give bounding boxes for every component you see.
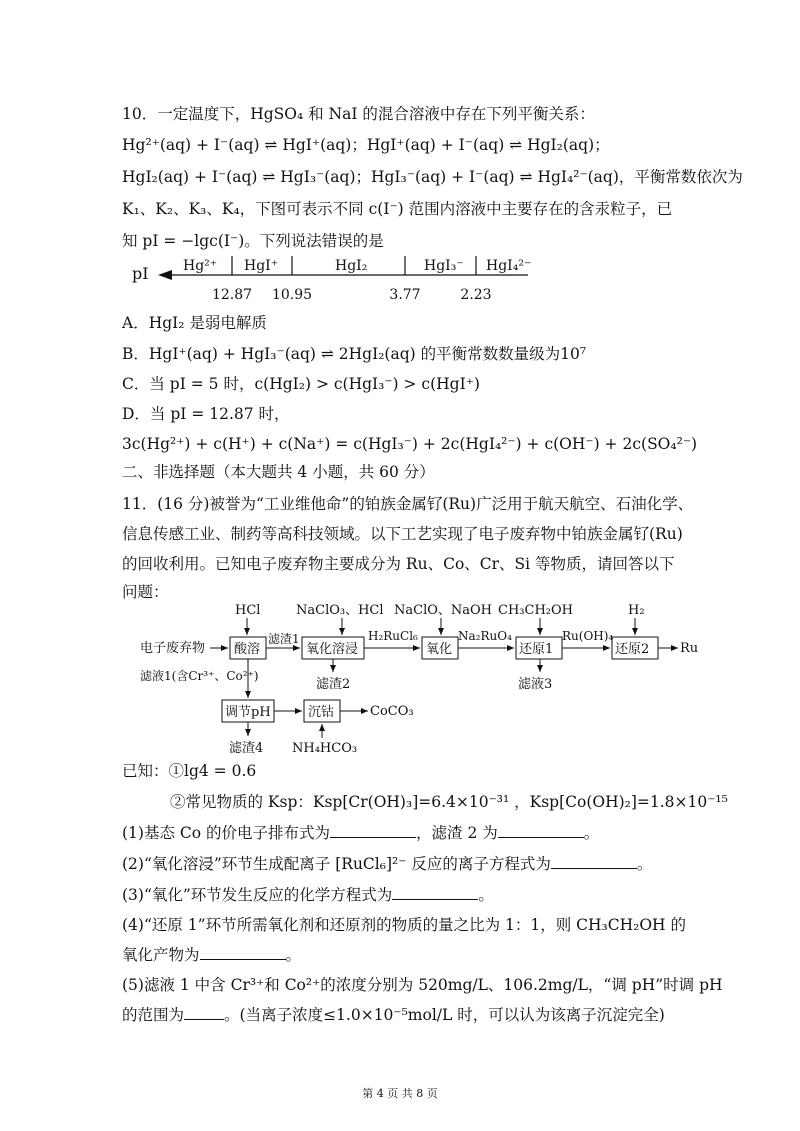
- box-oxleach-label: 氧化溶浸: [306, 642, 359, 657]
- tick-label: 12.87: [211, 287, 253, 303]
- species-hgi2: HgI₂: [335, 258, 368, 274]
- option-d-equation: 3c(Hg²⁺) + c(H⁺) + c(Na⁺) = c(HgI₃⁻) + 2c(HgI₄²⁻) + c(OH⁻) + 2c(SO₄²⁻): [122, 435, 698, 453]
- q11-line-1: 11．(16 分)被誉为“工业维他命”的铂族金属钌(Ru)广泛用于航天航空、石油化学、: [122, 495, 694, 513]
- pi-diagram: [0, 250, 800, 310]
- reagent-h2: H₂: [628, 603, 645, 618]
- subq-4-cont: [122, 945, 301, 965]
- reagent-ethanol: CH₃CH₂OH: [498, 603, 573, 618]
- q10-intro: 10．一定温度下，HgSO₄ 和 NaI 的混合溶液中存在下列平衡关系：: [122, 105, 595, 123]
- product-coco3: CoCO₃: [370, 704, 414, 719]
- subq-1: [122, 823, 599, 843]
- subq-4: (4)“还原 1”环节所需氧化剂和还原剂的物质的量之比为 1：1，则 CH₃CH₂OH 的: [122, 916, 687, 934]
- tick-label: 10.95: [271, 287, 313, 303]
- known-1: 已知：①lg4 = 0.6: [122, 762, 257, 780]
- subq-5-end: 。(当离子浓度≤1.0×10⁻⁵mol/L 时，可以认为该离子沉淀完全): [224, 1006, 665, 1024]
- answer-blank[interactable]: [551, 854, 637, 869]
- ruoh4-label: Ru(OH)₄: [562, 629, 614, 643]
- residue-1: 滤渣1: [268, 632, 300, 646]
- box-ph-label: 调节pH: [225, 705, 271, 720]
- reagent-nh4hco3: NH₄HCO₃: [292, 741, 358, 756]
- option-c: C．当 pI = 5 时，c(HgI₂) > c(HgI₃⁻) > c(HgI⁺): [122, 375, 480, 393]
- subq-1-end: 。: [583, 824, 600, 842]
- subq-2-end: 。: [636, 855, 653, 873]
- filtrate-1: 滤液1(含Cr³⁺、Co²⁺): [140, 669, 259, 683]
- residue-2: 滤渣2: [316, 677, 351, 692]
- process-flowchart: [0, 598, 800, 758]
- box-ox-label: 氧化: [426, 642, 453, 657]
- box-red1-label: 还原1: [519, 642, 554, 657]
- subq-2: [122, 854, 652, 874]
- box-acid-label: 酸溶: [234, 642, 261, 657]
- option-d: D．当 pI = 12.87 时，: [122, 405, 290, 423]
- reagent-hcl: HCl: [235, 603, 261, 618]
- q11-line-2: 信息传感工业、制药等高科技领域。以下工艺实现了电子废弃物中铂族金属钌(Ru): [122, 525, 683, 543]
- subq-3-end: 。: [478, 886, 494, 904]
- species-hgi3: HgI₃⁻: [424, 258, 464, 274]
- species-hgi: HgI⁺: [244, 258, 279, 274]
- answer-blank[interactable]: [184, 1005, 224, 1020]
- section-heading: 二、非选择题（本大题共 4 小题，共 60 分）: [122, 463, 435, 481]
- subq-1-text: (1)基态 Co 的价电子排布式为: [122, 824, 331, 842]
- reagent-naclo-naoh: NaClO、NaOH: [394, 603, 493, 618]
- subq-1-text-b: ，滤渣 2 为: [416, 824, 498, 842]
- species-hgi4: HgI₄²⁻: [486, 258, 532, 274]
- start-material: 电子废弃物: [140, 641, 206, 656]
- reagent-naclo3-hcl: NaClO₃、HCl: [296, 603, 384, 618]
- answer-blank[interactable]: [200, 945, 286, 960]
- q10-text-4: 知 pI = −lgc(I⁻)。下列说法错误的是: [122, 232, 384, 250]
- option-b: B．HgI⁺(aq) + HgI₃⁻(aq) ⇌ 2HgI₂(aq) 的平衡常数数量级为10⁷: [122, 345, 587, 363]
- q10-equilibrium-1: Hg²⁺(aq) + I⁻(aq) ⇌ HgI⁺(aq)；HgI⁺(aq) + I⁻(aq) ⇌ HgI₂(aq)；: [122, 136, 610, 154]
- subq-5-cont: [122, 1005, 665, 1025]
- subq-3-text: (3)“氧化”环节发生反应的化学方程式为: [122, 886, 393, 904]
- subq-4-end: 。: [285, 946, 302, 964]
- option-a: A．HgI₂ 是弱电解质: [122, 314, 267, 332]
- subq-2-text: (2)“氧化溶浸”环节生成配离子 [RuCl₆]²⁻ 反应的离子方程式为: [122, 855, 551, 873]
- pi-axis-arrow: [158, 270, 172, 280]
- filtrate-3: 滤液3: [518, 677, 553, 692]
- answer-blank[interactable]: [392, 885, 478, 900]
- pi-axis-label: pI: [132, 264, 149, 283]
- subq-4-text: 氧化产物为: [122, 946, 200, 964]
- box-red2-label: 还原2: [615, 642, 650, 657]
- q11-line-3: 的回收利用。已知电子废弃物主要成分为 Ru、Co、Cr、Si 等物质，请回答以下: [122, 555, 675, 573]
- page-footer: 第 4 页 共 8 页: [362, 1087, 438, 1100]
- known-2: ②常见物质的 Ksp：Ksp[Cr(OH)₃]=6.4×10⁻³¹ ，Ksp[Co(OH)₂]=1.8×10⁻¹⁵: [170, 793, 728, 811]
- subq-3: [122, 885, 494, 905]
- subq-5: (5)滤液 1 中含 Cr³⁺和 Co²⁺的浓度分别为 520mg/L、106.2mg/L，“调 pH”时调 pH: [122, 976, 723, 994]
- species-hg2: Hg²⁺: [183, 258, 218, 274]
- answer-blank[interactable]: [498, 823, 584, 838]
- q10-equilibrium-2: HgI₂(aq) + I⁻(aq) ⇌ HgI₃⁻(aq)；HgI₃⁻(aq) + I⁻(aq) ⇌ HgI₄²⁻(aq)，平衡常数依次为: [122, 168, 743, 186]
- na2ruo4-label: Na₂RuO₄: [458, 629, 512, 643]
- subq-5-text: 的范围为: [122, 1006, 185, 1024]
- q11-line-4: 问题：: [122, 583, 169, 601]
- q10-text-3: K₁、K₂、K₃、K₄，下图可表示不同 c(I⁻) 范围内溶液中主要存在的含汞粒子，已: [122, 200, 673, 218]
- residue-4: 滤渣4: [229, 741, 264, 756]
- product-ru: Ru: [680, 641, 699, 656]
- h2rucl6-label: H₂RuCl₆: [368, 629, 418, 643]
- tick-label: 3.77: [389, 287, 421, 303]
- answer-blank[interactable]: [330, 823, 416, 838]
- box-co-label: 沉钴: [308, 705, 335, 720]
- tick-label: 2.23: [460, 287, 492, 303]
